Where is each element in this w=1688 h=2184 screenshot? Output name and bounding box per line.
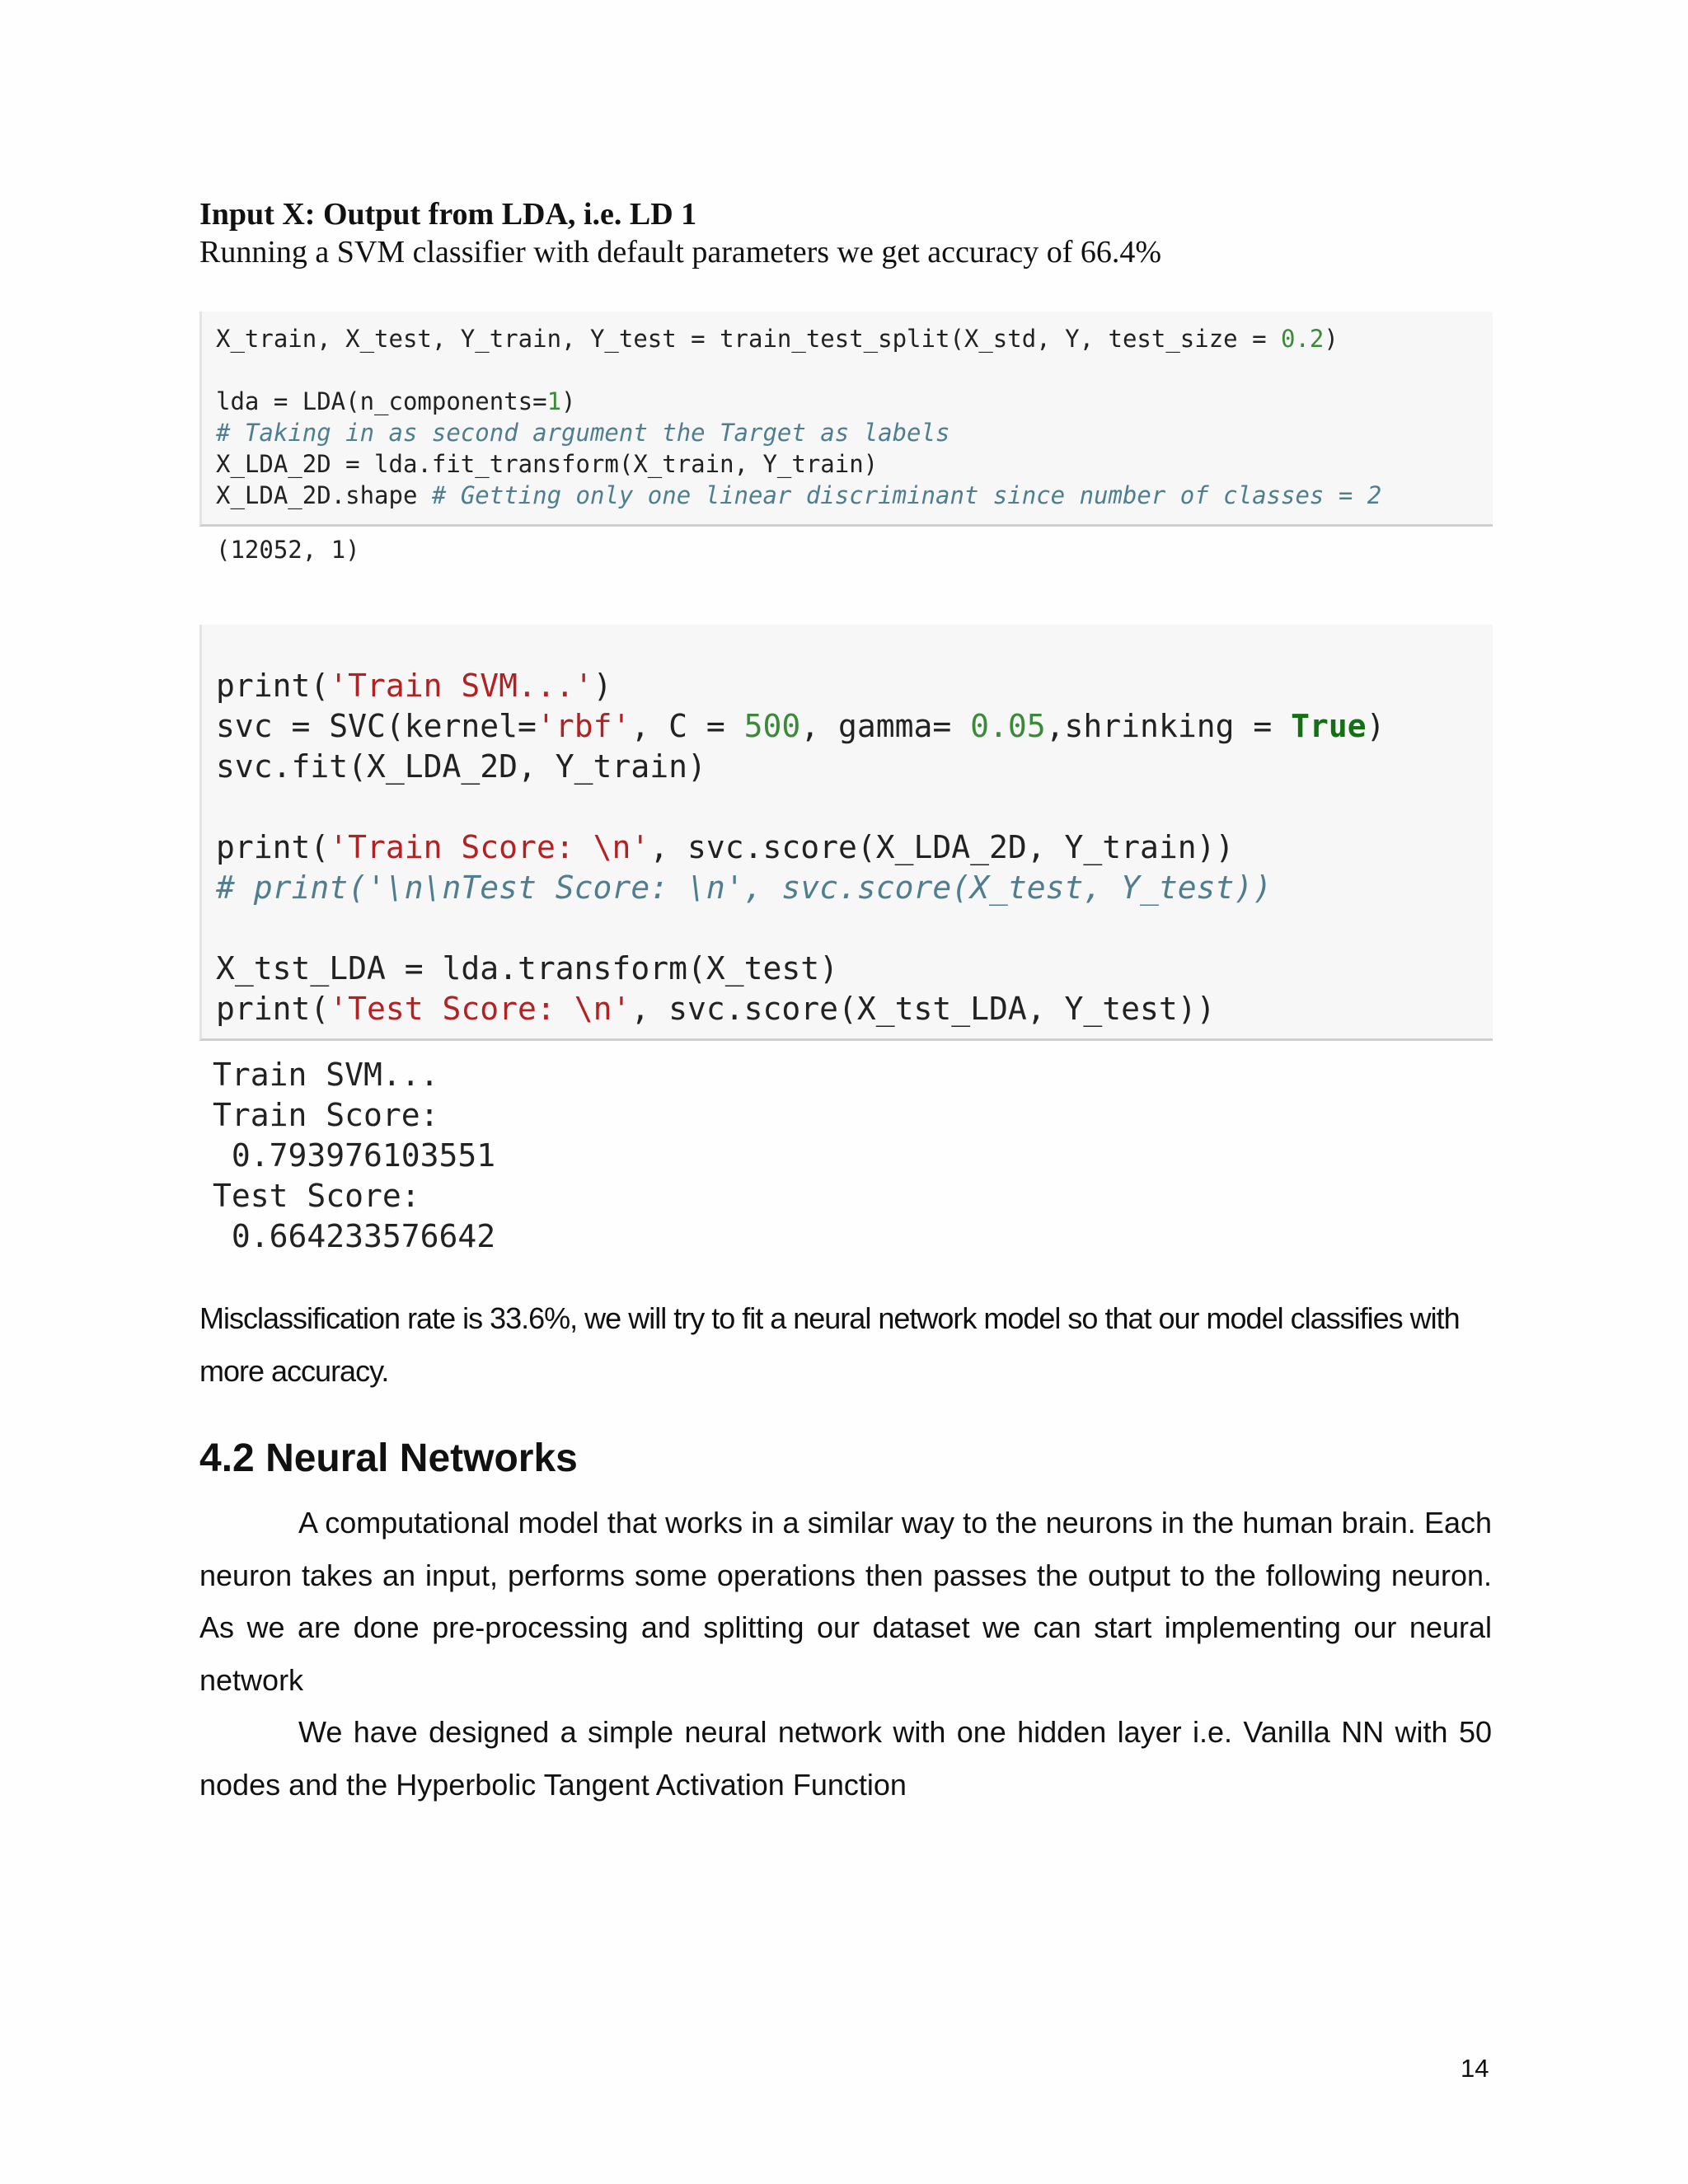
code-line: print('Train Score: \n', svc.score(X_LDA_2D, Y_train)) [216, 829, 1235, 865]
code-line: svc = SVC(kernel='rbf', C = 500, gamma= 0.05,shrinking = True) [216, 708, 1386, 744]
cell-output-line: Train SVM... [213, 1057, 439, 1093]
cell-output-line: 0.793976103551 [213, 1137, 496, 1174]
heading-bold: Input X: Output from LDA, i.e. LD 1 [199, 197, 697, 232]
code-line: lda = LDA(n_components=1) [216, 387, 576, 415]
cell-output-line: Train Score: [213, 1097, 439, 1133]
heading-line: Running a SVM classifier with default parameters we get accuracy of 66.4% [199, 235, 1162, 269]
code-line: X_tst_LDA = lda.transform(X_test) [216, 950, 838, 987]
paragraph-design: We have designed a simple neural network with one hidden layer i.e. Vanilla NN with 50 nodes and the Hyperbolic Tangent Activation Function [199, 1715, 1492, 1802]
cell-output-1: (12052, 1) [216, 536, 360, 564]
code-line: X_train, X_test, Y_train, Y_test = train_test_split(X_std, Y, test_size = 0.2) [216, 325, 1339, 353]
code-line: print('Test Score: \n', svc.score(X_tst_LDA, Y_test)) [216, 991, 1216, 1027]
cell-output-line: 0.664233576642 [213, 1218, 496, 1254]
code-line: X_LDA_2D = lda.fit_transform(X_train, Y_train) [216, 450, 879, 478]
paragraph-neural-networks: A computational model that works in a similar way to the neurons in the human brain. Each neuron takes an input, performs some operations then passes the output to the following neuron. As we are done pre-processing and splitting our dataset we can start implementing our neural network [199, 1506, 1492, 1697]
section-title: 4.2 Neural Networks [199, 1436, 578, 1480]
code-line: svc.fit(X_LDA_2D, Y_train) [216, 748, 706, 785]
page-number: 14 [1461, 2054, 1489, 2083]
cell-output-line: Test Score: [213, 1178, 420, 1214]
code-line: print('Train SVM...') [216, 668, 612, 704]
code-line: X_LDA_2D.shape # Getting only one linear discriminant since number of classes = 2 [216, 481, 1382, 509]
paragraph-misclassification: Misclassification rate is 33.6%, we will try to fit a neural network model so that our model classifies with more accuracy. [199, 1301, 1460, 1388]
code-comment: # print('\n\nTest Score: \n', svc.score(X_test, Y_test)) [216, 869, 1273, 906]
code-comment: # Taking in as second argument the Target as labels [216, 419, 950, 447]
